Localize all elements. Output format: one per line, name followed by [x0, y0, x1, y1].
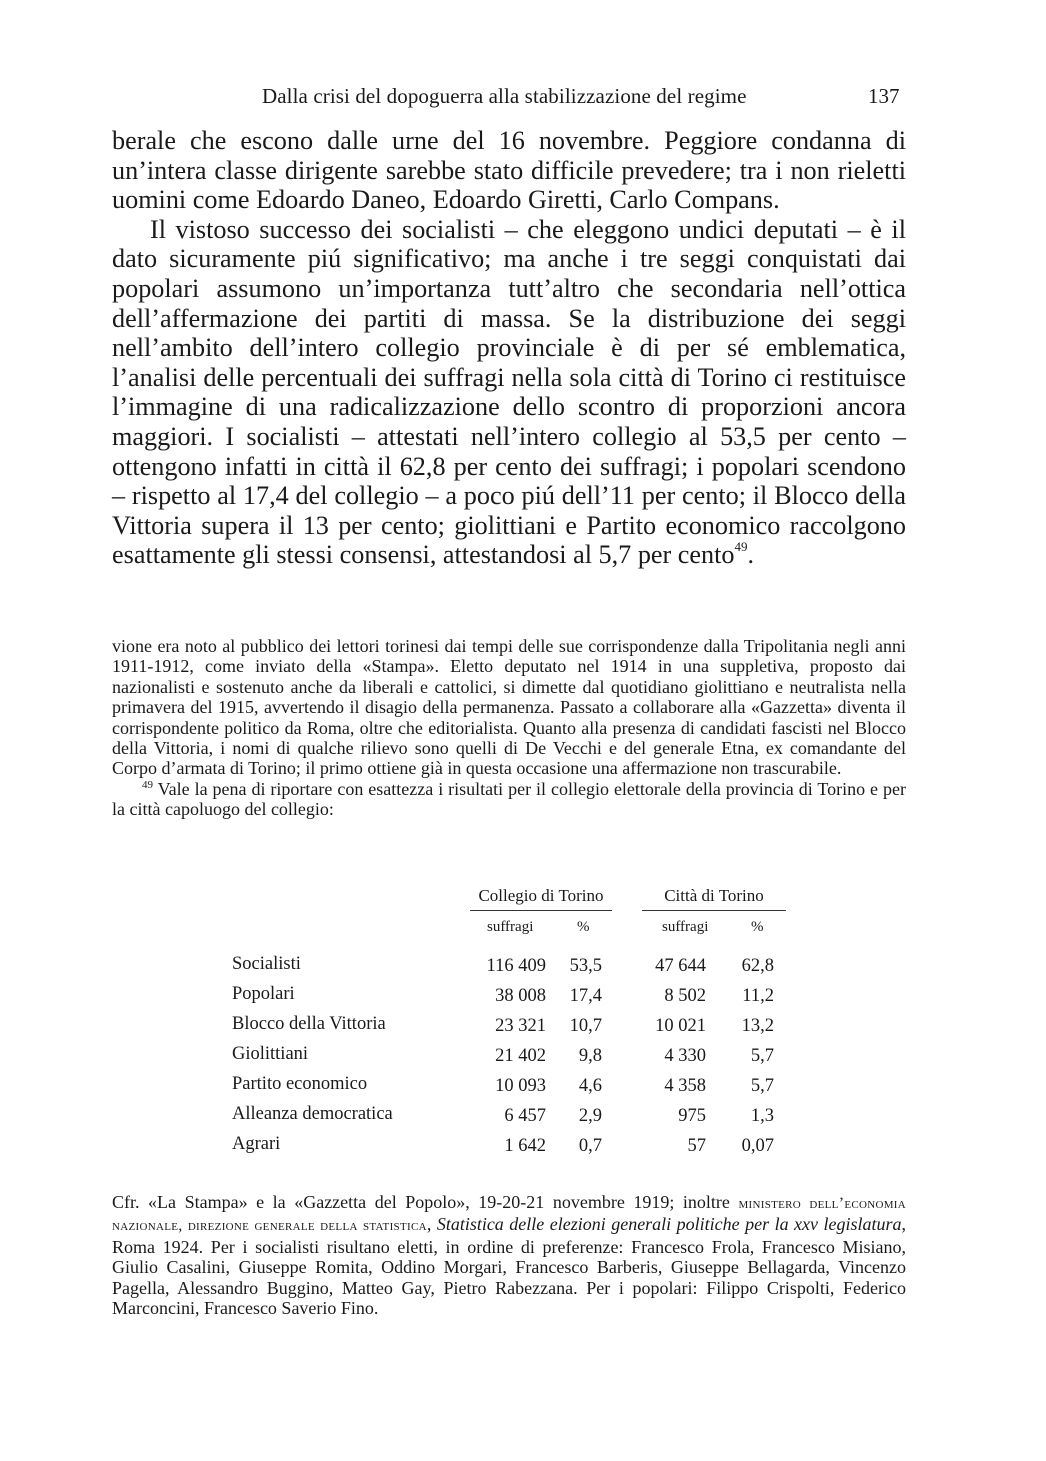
- footnote-ref-49[interactable]: 49: [734, 539, 748, 555]
- cell-collegio-votes: 6 457: [504, 1106, 546, 1126]
- cell-collegio-pct: 17,4: [569, 986, 602, 1006]
- row-label: Agrari: [232, 1134, 281, 1154]
- footnote-49-number: 49: [142, 778, 153, 791]
- paragraph-2: [112, 215, 906, 570]
- paragraph-1: berale che escono dalle urne del 16 novembre. Peggiore condanna di un’intera classe dirigente sarebbe stato difficile prevedere; tra i non rieletti uomini come Edoardo Daneo, Edoardo Giretti, Carlo Compans.: [112, 126, 906, 215]
- row-label: Partito economico: [232, 1074, 368, 1094]
- cell-citta-pct: 11,2: [742, 986, 774, 1006]
- row-label: Giolittiani: [232, 1044, 309, 1064]
- cell-citta-pct: 5,7: [750, 1076, 774, 1096]
- cell-collegio-pct: 2,9: [578, 1106, 602, 1126]
- cell-collegio-pct: 53,5: [569, 956, 602, 976]
- cell-citta-votes: 57: [687, 1136, 706, 1156]
- footnote-continued: vione era noto al pubblico dei lettori torinesi dai tempi delle sue corrispondenze dalla Tripolitania negli anni 1911-1912, come inviato della «Stampa». Eletto deputato nel 1914 in una suppletiva, proposto dai nazionalisti e sostenuto anche da liberali e cattolici, si dimette dal quotidiano giolittiano e neutralista nella primavera del 1915, avvertendo il disagio della permanenza. Passato a collaborare alla «Gazzetta» diventa il corrispondente politico da Roma, oltre che editorialista. Quanto alla presenza di candidati fascisti nel Blocco della Vittoria, i nomi di qualche rilievo sono quelli di De Vecchi e del generale Etna, ex comandante del Corpo d’armata di Torino; il primo ottiene già in questa occasione una affermazione non trascurabile.: [112, 636, 906, 779]
- cell-citta-votes: 975: [678, 1106, 706, 1126]
- cell-collegio-votes: 116 409: [486, 956, 546, 976]
- paragraph-2-end: .: [747, 540, 755, 570]
- footnote-49: [112, 779, 906, 820]
- running-head: Dalla crisi del dopoguerra alla stabilizzazione del regime: [262, 84, 747, 108]
- subheader-suffragi-collegio: suffragi: [487, 919, 534, 935]
- cell-citta-votes: 4 330: [664, 1046, 706, 1066]
- cell-collegio-pct: 10,7: [569, 1016, 602, 1036]
- cell-collegio-pct: 0,7: [578, 1136, 602, 1156]
- main-text: [112, 126, 906, 570]
- cell-collegio-votes: 10 093: [495, 1076, 546, 1096]
- cell-citta-pct: 62,8: [741, 956, 774, 976]
- subheader-pct-collegio: %: [577, 919, 590, 935]
- group-header-collegio: Collegio di Torino: [478, 886, 604, 905]
- source-note: [112, 1192, 906, 1318]
- subheader-suffragi-citta: suffragi: [662, 919, 709, 935]
- footnotes: [112, 636, 906, 820]
- source-text-a: Cfr. «La Stampa» e la «Gazzetta del Popolo», 19-20-21 novembre 1919; inoltre: [112, 1192, 739, 1212]
- row-label: Alleanza democratica: [232, 1104, 393, 1124]
- group-header-citta: Città di Torino: [664, 886, 764, 905]
- cell-citta-votes: 8 502: [664, 986, 706, 1006]
- cell-collegio-pct: 9,8: [578, 1046, 602, 1066]
- group-rule-citta: [642, 910, 786, 911]
- group-rule-collegio: [470, 910, 612, 911]
- source-text-c: , Roma 1924. Per i socialisti risultano eletti, in ordine di preferenze: Francesco Frola, Francesco Misiano, Giulio Casalini, Giuseppe Romita, Oddino Morgari, Francesco Barberis, Giuseppe Bellagarda, Vincenzo Pagella, Alessandro Buggino, Matteo Gay, Pietro Rabezzana. Per i popolari: Filippo Crispolti, Federico Marconcini, Francesco Saverio Fino.: [112, 1214, 907, 1319]
- cell-citta-votes: 4 358: [664, 1076, 706, 1096]
- cell-citta-votes: 10 021: [655, 1016, 706, 1036]
- cell-collegio-votes: 1 642: [504, 1136, 546, 1156]
- paragraph-2-text: Il vistoso successo dei socialisti – che eleggono undici deputati – è il dato sicuramente piú significativo; ma anche i tre seggi conquistati dai popolari assumono un’importanza tutt’altro che secondaria nell’ottica dell’affermazione dei partiti di massa. Se la distribuzione dei seggi nell’ambito dell’intero collegio provinciale è di per sé emblematica, l’analisi delle percentuali dei suffragi nella sola città di Torino ci restituisce l’immagine di una radicalizzazione dello scontro di proporzioni ancora maggiori. I socialisti – attestati nell’intero collegio al 53,5 per cento – ottengono infatti in città il 62,8 per cento dei suffragi; i popolari scendono – rispetto al 17,4 del collegio – a poco piú dell’11 per cento; il Blocco della Vittoria supera il 13 per cento; giolittiani e Partito economico raccolgono esattamente gli stessi consensi, attestandosi al 5,7 per cento: [112, 214, 906, 570]
- cell-citta-pct: 13,2: [741, 1016, 774, 1036]
- row-label: Popolari: [232, 984, 295, 1004]
- cell-citta-pct: 1,3: [750, 1106, 774, 1126]
- cell-collegio-votes: 21 402: [495, 1046, 546, 1066]
- subheader-pct-citta: %: [751, 919, 764, 935]
- source-title: Statistica delle elezioni generali politiche per la xxv legislatura: [436, 1214, 902, 1235]
- row-label: Socialisti: [232, 954, 301, 974]
- cell-collegio-pct: 4,6: [578, 1076, 602, 1096]
- cell-citta-pct: 0,07: [741, 1136, 774, 1156]
- page-number: 137: [868, 84, 900, 108]
- source-text-b: ,: [426, 1214, 437, 1235]
- footnote-49-text: Vale la pena di riportare con esattezza i risultati per il collegio elettorale della provincia di Torino e per la città capoluogo del collegio:: [112, 778, 906, 820]
- cell-citta-pct: 5,7: [750, 1046, 774, 1066]
- cell-citta-votes: 47 644: [655, 956, 706, 976]
- source-publisher: ministero dell’economia nazionale, direzione generale della statistica: [112, 1195, 906, 1235]
- row-label: Blocco della Vittoria: [232, 1014, 386, 1034]
- cell-collegio-votes: 23 321: [495, 1016, 546, 1036]
- cell-collegio-votes: 38 008: [495, 986, 546, 1006]
